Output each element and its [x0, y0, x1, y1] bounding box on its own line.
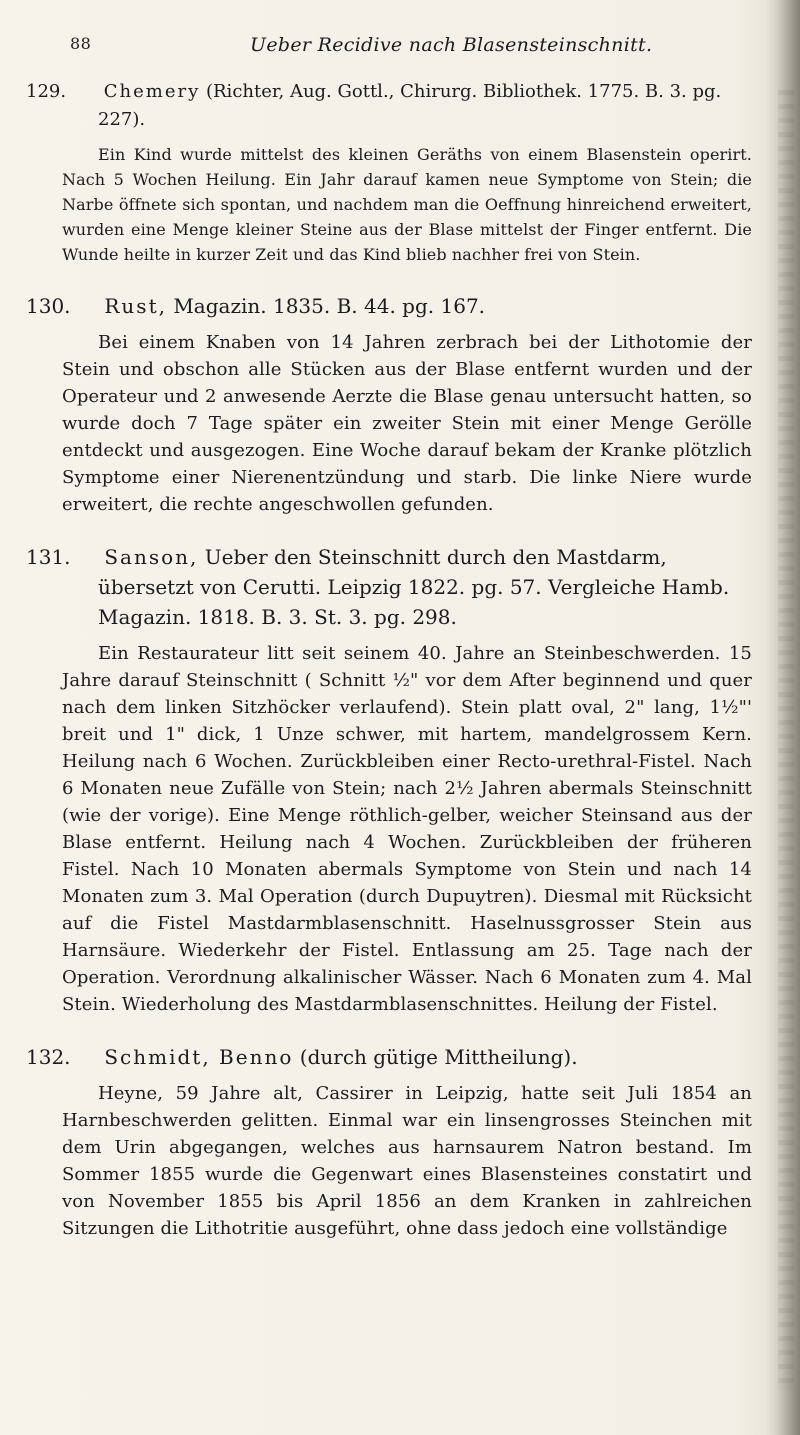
entry-author: Sanson,: [104, 545, 199, 569]
page-header: [40, 34, 760, 62]
entry-text: Bei einem Knaben von 14 Jahren zerbrach bei der Lithotomie der Stein und obschon alle Stücken aus der Blase entfernt wurden und der Operateur und 2 anwesende Aerzte die Blase genau untersucht hatten, so wurde doch 7 Tage später ein zweiter Stein mit einer Menge Gerölle entdeckt und ausgezogen. Eine Woche darauf bekam der Kranke plötzlich Symptome einer Nierenentzündung und starb. Die linke Niere wurde erweitert, die rechte angeschwollen gefunden.: [62, 332, 752, 515]
entry-citation: (durch gütige Mittheilung).: [299, 1045, 578, 1069]
entry-text: Ein Restaurateur litt seit seinem 40. Jahre an Steinbeschwerden. 15 Jahre darauf Steinschnitt ( Schnitt ½" vor dem After beginnend und quer nach dem linken Sitzhöcker verlaufend). Stein platt oval, 2" lang, 1½"' breit und 1" dick, 1 Unze schwer, mit hartem, mandelgrossem Kern. Heilung nach 6 Wochen. Zurückbleiben einer Recto-urethral-Fistel. Nach 6 Monaten neue Zufälle von Stein; nach 2½ Jahren abermals Steinschnitt (wie der vorige). Eine Menge röthlich-gelber, weicher Steinsand aus der Blase entfernt. Heilung nach 4 Wochen. Zurückbleiben der früheren Fistel. Nach 10 Monaten abermals Symptome von Stein und nach 14 Monaten zum 3. Mal Operation (durch Dupuytren). Diesmal mit Rücksicht auf die Fistel Mastdarmblasenschnitt. Haselnussgrosser Stein aus Harnsäure. Wiederkehr der Fistel. Entlassung am 25. Tage nach der Operation. Verordnung alkalinischer Wässer. Nach 6 Monaten zum 4. Mal Stein. Wiederholung des Mastdarmblasenschnittes. Heilung der Fistel.: [62, 643, 752, 1015]
entry-heading: [26, 542, 752, 632]
page-edge-noise: [778, 90, 794, 1390]
page-number: 88: [70, 34, 92, 53]
page-content: [26, 78, 752, 1266]
entry-131: [26, 542, 752, 1018]
entry-130: [26, 291, 752, 518]
entry-author: Rust,: [104, 294, 167, 318]
entry-text: Heyne, 59 Jahre alt, Cassirer in Leipzig, hatte seit Juli 1854 an Harnbeschwerden gelitten. Einmal war ein linsengrosses Steinchen mit dem Urin abgegangen, welches aus harnsaurem Natron bestand. Im Sommer 1855 wurde die Gegenwart eines Blasensteines constatirt und von November 1855 bis April 1856 an dem Kranken in zahlreichen Sitzungen die Lithotritie ausgeführt, ohne dass jedoch eine vollständige: [62, 1083, 752, 1239]
entry-heading: [26, 291, 752, 321]
entry-heading: [26, 78, 752, 134]
entry-132: [26, 1042, 752, 1242]
entry-number: 132.: [26, 1045, 71, 1069]
entry-number: 129.: [26, 81, 67, 102]
entry-number: 130.: [26, 294, 71, 318]
entry-129: [26, 78, 752, 267]
entry-author: Chemery: [103, 81, 201, 102]
entry-citation: (Richter, Aug. Gottl., Chirurg. Bibliothek. 1775. B. 3. pg. 227).: [98, 81, 722, 130]
entry-text: Ein Kind wurde mittelst des kleinen Geräths von einem Blasenstein operirt. Nach 5 Wochen Heilung. Ein Jahr darauf kamen neue Symptome von Stein; die Narbe öffnete sich spontan, und nachdem man die Oeffnung hinreichend erweitert, wurden eine Menge kleiner Steine aus der Blase mittelst der Finger entfernt. Die Wunde heilte in kurzer Zeit und das Kind blieb nachher frei von Stein.: [62, 145, 752, 264]
entry-heading: [26, 1042, 752, 1072]
entry-citation: Ueber den Steinschnitt durch den Mastdarm, übersetzt von Cerutti. Leipzig 1822. pg. 57. Vergleiche Hamb. Magazin. 1818. B. 3. St. 3. pg. 298.: [98, 545, 730, 629]
entry-author: Schmidt, Benno: [104, 1045, 294, 1069]
entry-number: 131.: [26, 545, 71, 569]
running-title: Ueber Recidive nach Blasensteinschnitt.: [250, 34, 653, 56]
entry-citation: Magazin. 1835. B. 44. pg. 167.: [173, 294, 486, 318]
